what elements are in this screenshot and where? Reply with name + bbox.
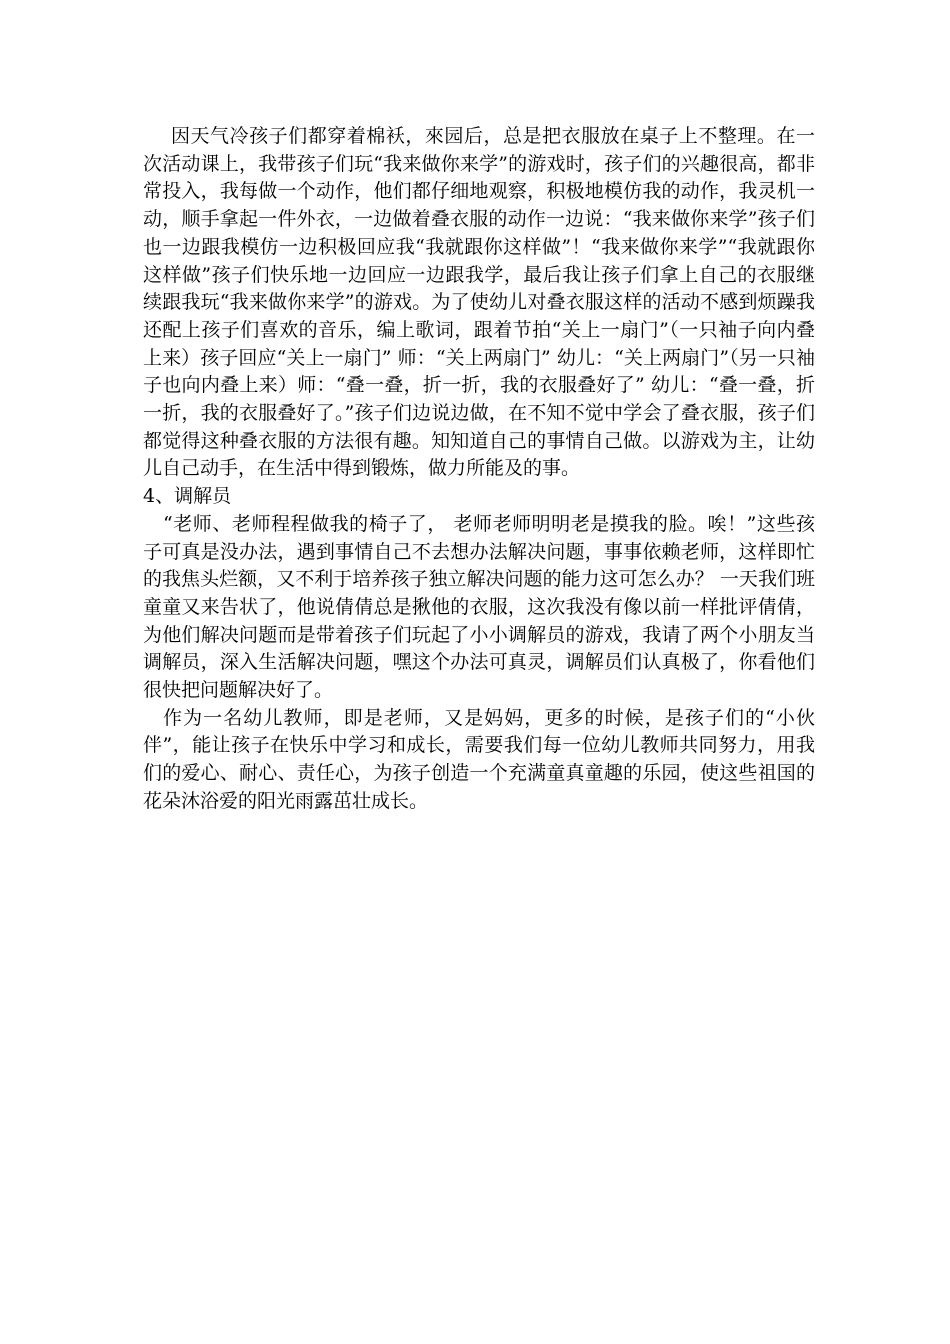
section-heading-mediator: 4、调解员	[143, 485, 232, 508]
paragraph-mediator: “老师、老师程程做我的椅子了， 老师老师明明老是摸我的脸。唉！”这些孩子可真是没办法，遇到事情自己不去想办法解决问题，事事依赖老师，这样即忙的我焦头烂额，又不利于培养孩子独立解决问题的能力这可怎么办？ 一天我们班童童又来告状了，他说倩倩总是揪他的衣服，这次我没有像以前一样批评倩倩，为他们解决问题而是带着孩子们玩起了小小调解员的游戏，我请了两个小朋友当调解员，深入生活解决问题，嘿这个办法可真灵，调解员们认真极了，你看他们很快把问题解决好了。	[143, 512, 815, 702]
paragraph-conclusion: 作为一名幼儿教师，即是老师，又是妈妈，更多的时候，是孩子们的“小伙伴”，能让孩子在快乐中学习和成长，需要我们每一位幼儿教师共同努力，用我们的爱心、耐心、责任心，为孩子创造一个充满童真童趣的乐园，使这些祖国的花朵沐浴爱的阳光雨露茁壮成长。	[143, 706, 815, 812]
document-body	[143, 123, 815, 816]
paragraph-folding-clothes: 因天气冷孩子们都穿着棉袄，來园后，总是把衣服放在桌子上不整理。在一次活动课上，我带孩子们玩“我来做你来学”的游戏时，孩子们的兴趣很高，都非常投入，我每做一个动作，他们都仔细地观察，积极地模仿我的动作，我灵机一动，顺手拿起一件外衣，一边做着叠衣服的动作一边说：“我来做你来学”孩子们也一边跟我模仿一边积极回应我“我就跟你这样做”！“我来做你来学”“我就跟你这样做”孩子们快乐地一边回应一边跟我学，最后我让孩子们拿上自己的衣服继续跟我玩“我来做你来学”的游戏。为了使幼儿对叠衣服这样的活动不感到烦躁我还配上孩子们喜欢的音乐，编上歌词，跟着节拍“关上一扇门”（一只袖子向内叠上来）孩子回应“关上一扇门” 师：“关上两扇门” 幼儿：“关上两扇门”（另一只袖子也向内叠上来）师：“叠一叠，折一折，我的衣服叠好了” 幼儿：“叠一叠，折一折，我的衣服叠好了。”孩子们边说边做，在不知不觉中学会了叠衣服，孩子们都觉得这种叠衣服的方法很有趣。知知道自己的事情自己做。以游戏为主，让幼儿自己动手，在生活中得到锻炼，做力所能及的事。	[143, 125, 815, 480]
